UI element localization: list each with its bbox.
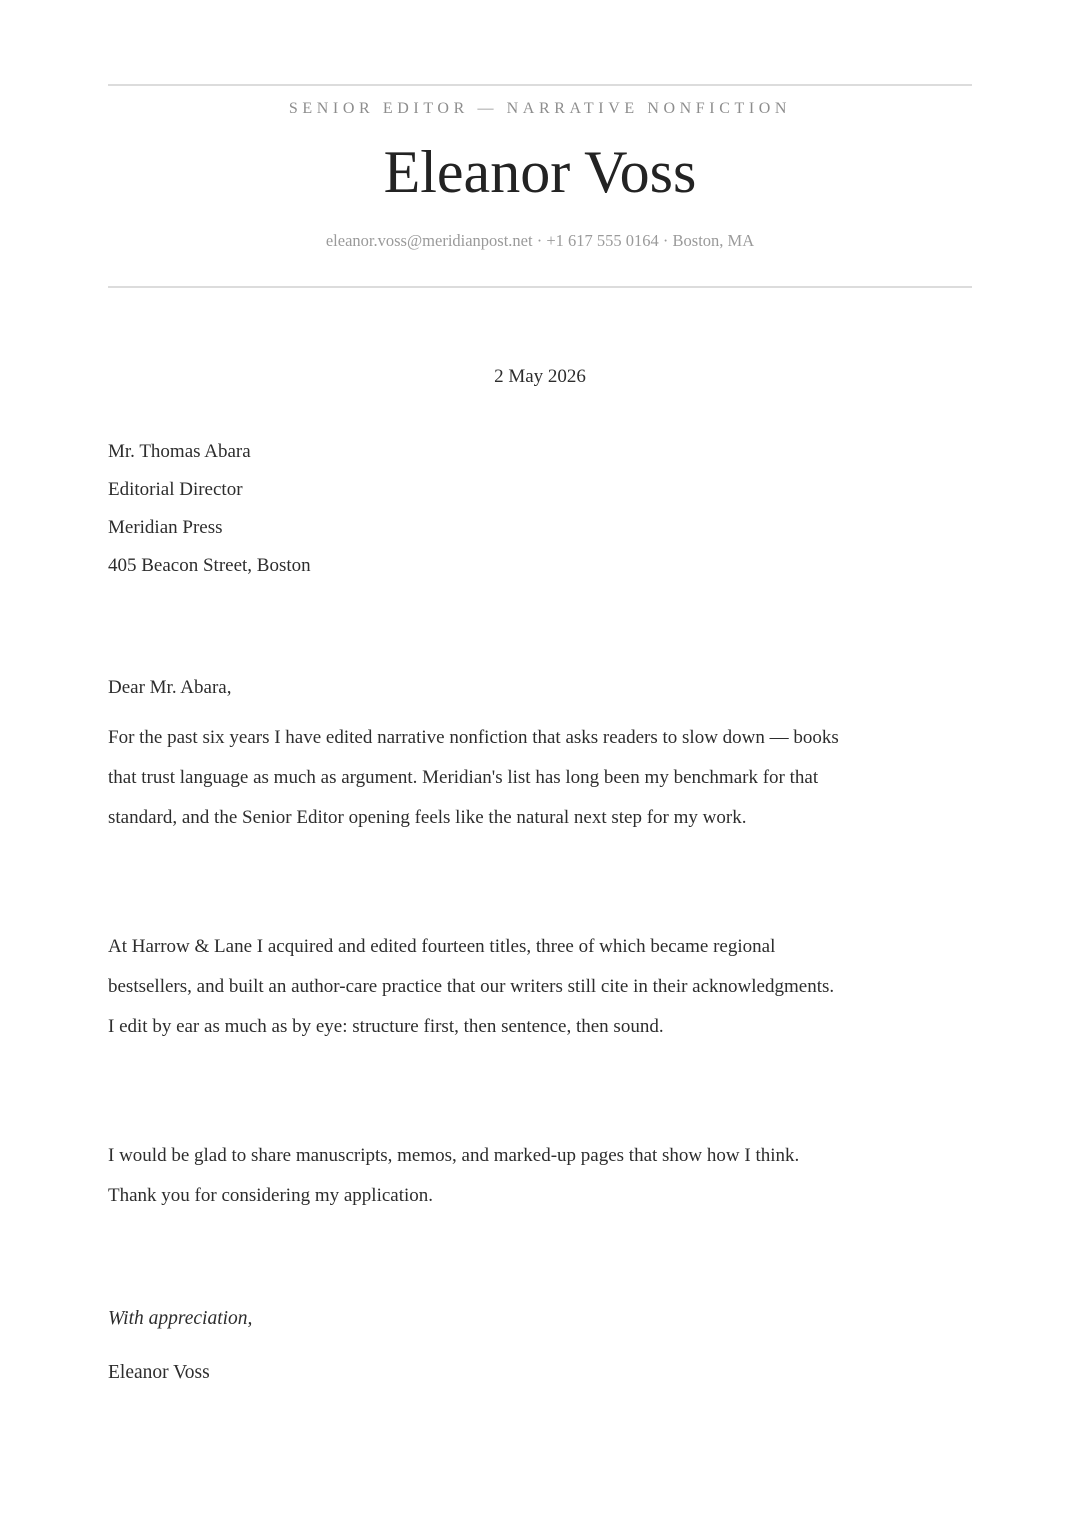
closing-phrase: With appreciation, (108, 1308, 253, 1329)
letter-date: 2 May 2026 (494, 366, 586, 387)
paragraph-line: At Harrow & Lane I acquired and edited fourteen titles, three of which became regional (108, 936, 776, 957)
paragraph-line: I edit by ear as much as by eye: structure first, then sentence, then sound. (108, 1016, 664, 1037)
body-paragraph-1 (108, 718, 978, 838)
recipient-address: 405 Beacon Street, Boston (108, 555, 311, 576)
contact-line: eleanor.voss@meridianpost.net · +1 617 555 0164 · Boston, MA (325, 231, 755, 250)
body-paragraph-2 (108, 927, 978, 1047)
salutation: Dear Mr. Abara, (108, 677, 232, 698)
signature-name: Eleanor Voss (108, 1362, 210, 1383)
recipient-company: Meridian Press (108, 517, 223, 538)
body-paragraph-3 (108, 1136, 978, 1216)
paragraph-line: bestsellers, and built an author-care practice that our writers still cite in their acknowledgments. (108, 976, 835, 997)
paragraph-line: standard, and the Senior Editor opening feels like the natural next step for my work. (108, 807, 747, 828)
sender-name-heading: Eleanor Voss (383, 139, 697, 205)
paragraph-line: I would be glad to share manuscripts, memos, and marked-up pages that show how I think. (108, 1145, 800, 1166)
job-title-eyebrow: SENIOR EDITOR — NARRATIVE NONFICTION (288, 100, 792, 117)
paragraph-line: that trust language as much as argument. Meridian's list has long been my benchmark for that (108, 767, 819, 788)
recipient-block (108, 433, 311, 585)
recipient-title: Editorial Director (108, 479, 243, 500)
paragraph-line: For the past six years I have edited narrative nonfiction that asks readers to slow down — books (108, 727, 839, 748)
header-top-rule (108, 84, 972, 86)
paragraph-line: Thank you for considering my application. (108, 1185, 434, 1206)
recipient-name: Mr. Thomas Abara (108, 441, 251, 462)
header-bottom-rule (108, 286, 972, 288)
